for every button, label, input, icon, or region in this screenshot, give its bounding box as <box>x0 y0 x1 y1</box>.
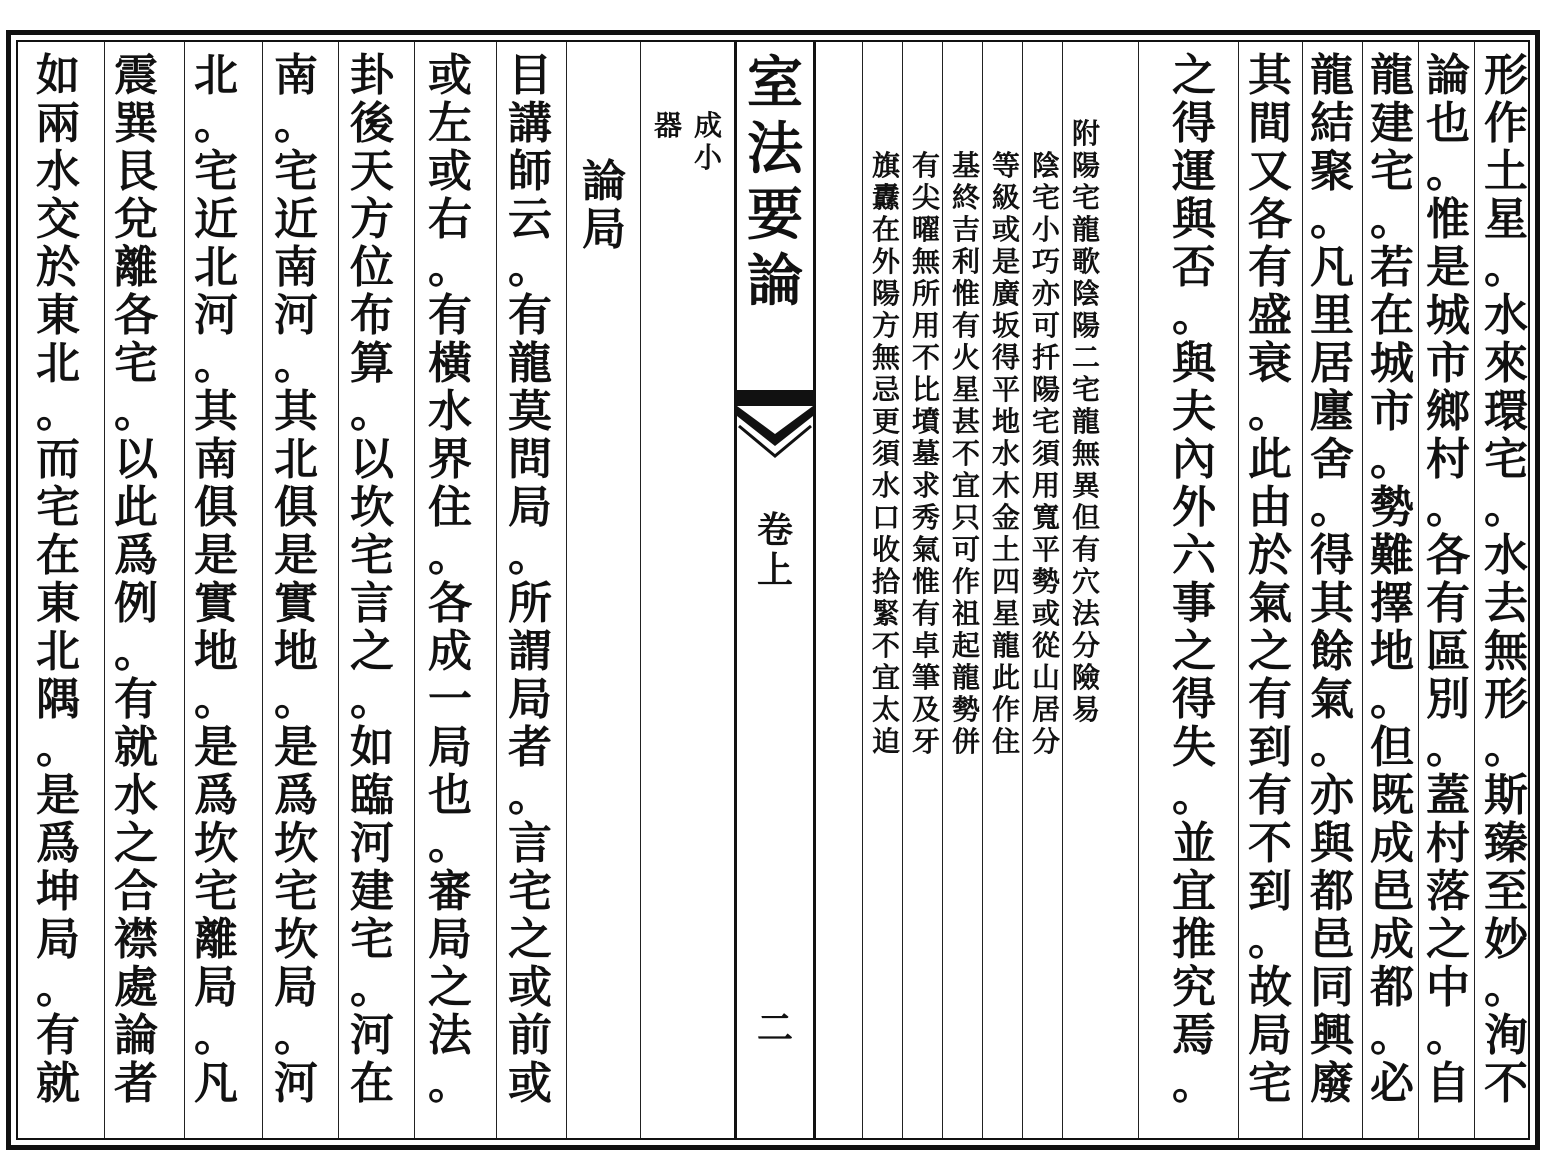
column-rule <box>262 42 263 1138</box>
column-rule <box>1362 42 1363 1138</box>
note-column: 旗 纛 在 外 陽 方 無 忌 更 須 水 口 收 拾 緊 不 宜 太 迫 <box>871 149 900 758</box>
note-column: 基 終 吉 利 惟 有 火 星 甚 不 宜 只 可 作 祖 起 龍 勢 併 <box>951 149 980 758</box>
note-column: 等 級 或 是 廣 坂 得 平 地 水 木 金 土 四 星 龍 此 作 住 <box>991 149 1020 758</box>
fishtail-ornament <box>737 406 813 466</box>
note-column: 陰 宅 小 巧 亦 可 扦 陽 宅 須 用 寬 平 勢 或 從 山 居 分 <box>1031 149 1060 758</box>
book-label: 器 <box>653 109 682 142</box>
column-rule <box>496 42 497 1138</box>
text-column: 南 。 宅 近 南 河 。 其 北 俱 是 實 地 。 是 爲 坎 宅 坎 局 。 河 <box>274 50 318 1109</box>
column-rule <box>640 42 641 1138</box>
column-rule <box>1474 42 1475 1138</box>
text-column: 龍 結 聚 。 凡 里 居 廛 舍 。 得 其 餘 氣 。 亦 與 都 邑 同 興 廢 <box>1310 50 1354 1109</box>
text-column: 震 巽 艮 兌 離 各 宅 。 以 此 爲 例 。 有 就 水 之 合 襟 處 論 者 <box>114 50 158 1109</box>
column-rule <box>104 42 105 1138</box>
page-number: 二 <box>756 1007 793 1049</box>
section-title: 論 局 <box>582 156 626 255</box>
text-column: 論 也 。 惟 是 城 市 鄉 村 。 各 有 區 別 。 蓋 村 落 之 中 。 自 <box>1426 50 1470 1109</box>
column-rule <box>184 42 185 1138</box>
text-column: 北 。 宅 近 北 河 。 其 南 俱 是 實 地 。 是 爲 坎 宅 離 局 。 凡 <box>194 50 238 1109</box>
gutter-band <box>737 390 813 406</box>
book-title: 室 法 要 論 <box>747 50 803 314</box>
text-column: 如 兩 水 交 於 東 北 。 而 宅 在 東 北 隅 。 是 爲 坤 局 。 有 就 <box>36 50 80 1109</box>
text-column: 卦 後 天 方 位 布 算 。 以 坎 宅 言 之 。 如 臨 河 建 宅 。 河 在 <box>350 50 394 1109</box>
text-column: 其 間 又 各 有 盛 衰 。 此 由 於 氣 之 有 到 有 不 到 。 故 局 宅 <box>1248 50 1292 1109</box>
center-gutter <box>734 40 816 1140</box>
text-column: 之 得 運 與 否 。 與 夫 內 外 六 事 之 得 失 。 並 宜 推 究 焉 。 <box>1172 50 1216 1109</box>
column-rule <box>338 42 339 1138</box>
text-column: 龍 建 宅 。 若 在 城 市 。 勢 難 擇 地 。 但 既 成 邑 成 都 。 必 <box>1370 50 1414 1109</box>
text-column: 或 左 或 右 。 有 橫 水 界 住 。 各 成 一 局 也 。 審 局 之 法 。 <box>428 50 472 1109</box>
column-rule <box>1238 42 1239 1138</box>
volume-label: 卷 上 <box>756 509 793 591</box>
text-column: 目 講 師 云 。 有 龍 莫 問 局 。 所 謂 局 者 。 言 宅 之 或 前 或 <box>508 50 552 1109</box>
book-label: 成 小 <box>693 109 722 174</box>
text-column: 形 作 土 星 。 水 來 環 宅 。 水 去 無 形 。 斯 臻 至 妙 。 洵 不 <box>1484 50 1528 1109</box>
column-rule <box>1138 42 1139 1138</box>
column-rule <box>414 42 415 1138</box>
column-rule <box>566 42 567 1138</box>
note-column: 有 尖 曜 無 所 用 不 比 墳 墓 求 秀 氣 惟 有 卓 筆 及 牙 <box>911 149 940 758</box>
note-column: 附 陽 宅 龍 歌 陰 陽 二 宅 龍 無 異 但 有 穴 法 分 險 易 <box>1071 117 1100 726</box>
column-rule <box>1418 42 1419 1138</box>
column-rule <box>1302 42 1303 1138</box>
